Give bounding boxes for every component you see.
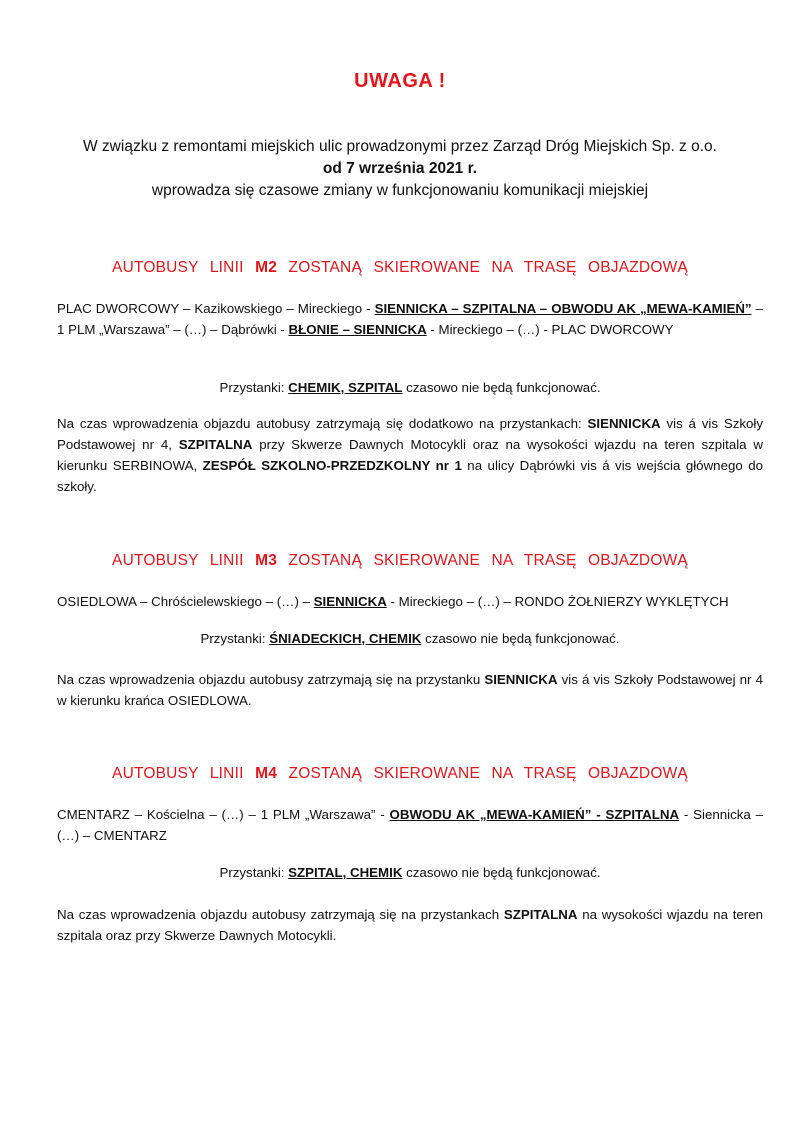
m3-stops-label: Przystanki: — [200, 631, 270, 646]
intro-line-1: W związku z remontami miejskich ulic prowadzonymi przez Zarząd Dróg Miejskich Sp. z o.o. — [83, 138, 717, 155]
m4-detour-text: na wysokości wjazdu na teren szpitala oraz przy Skwerze Dawnych Motocykli. — [57, 907, 763, 943]
m3-heading-post: ZOSTANĄ SKIEROWANE NA TRASĘ OBJAZDOWĄ — [277, 552, 688, 569]
m3-route — [57, 591, 763, 612]
intro-block — [40, 136, 760, 202]
m2-detour-text: vis á vis Szkoły Podstawowej nr 4, — [57, 416, 763, 452]
m4-route-part: - Siennicka – (…) – CMENTARZ — [57, 807, 764, 843]
m2-line-number: M2 — [255, 259, 278, 276]
m2-detour-text: Na czas wprowadzenia objazdu autobusy zatrzymają się dodatkowo na przystankach: — [57, 416, 588, 431]
m4-route-detour: OBWODU AK „MEWA-KAMIEŃ” - SZPITALNA — [389, 807, 680, 822]
m2-route-part: – 1 PLM „Warszawa” – (…) – Dąbrówki - — [57, 301, 763, 337]
m2-stops-label: Przystanki: — [219, 380, 289, 395]
m2-detour-stop: ZESPÓŁ SZKOLNO-PRZEDZKOLNY nr 1 — [202, 458, 462, 473]
notice-title: UWAGA ! — [354, 70, 446, 92]
m2-heading-post: ZOSTANĄ SKIEROWANE NA TRASĘ OBJAZDOWĄ — [277, 259, 688, 276]
m4-stops-names: SZPITAL, CHEMIK — [288, 865, 403, 880]
m3-stops-names: ŚNIADECKICH, CHEMIK — [269, 631, 422, 646]
m3-route-part: - Mireckiego – (…) – RONDO ŻOŁNIERZY WYKLĘTYCH — [386, 594, 729, 609]
m2-stops-names: CHEMIK, SZPITAL — [288, 380, 403, 395]
m2-route-detour: SIENNICKA – SZPITALNA – OBWODU AK „MEWA-KAMIEŃ” — [374, 301, 752, 316]
m4-line-number: M4 — [255, 765, 278, 782]
m2-route-part: - Mireckiego – (…) - PLAC DWORCOWY — [426, 322, 674, 337]
m2-detour-info — [57, 413, 763, 497]
m2-stops-note: czasowo nie będą funkcjonować. — [402, 380, 601, 395]
m2-route-part: PLAC DWORCOWY – Kazikowskiego – Mireckiego - — [57, 301, 375, 316]
m2-detour-stop: SIENNICKA — [587, 416, 661, 431]
m4-stops-label: Przystanki: — [219, 865, 289, 880]
m4-stops — [57, 862, 763, 883]
m3-detour-text: Na czas wprowadzenia objazdu autobusy zatrzymają się na przystanku — [57, 672, 485, 687]
m3-stops — [57, 628, 763, 649]
m4-route-part: CMENTARZ – Kościelna – (…) – 1 PLM „Warszawa” - — [57, 807, 390, 822]
m4-heading — [40, 765, 760, 783]
m2-detour-text: na ulicy Dąbrówki vis á vis wejścia głównego do szkoły. — [57, 458, 763, 494]
intro-line-3: wprowadza się czasowe zmiany w funkcjonowaniu komunikacji miejskiej — [151, 182, 649, 199]
m3-detour-text: vis á vis Szkoły Podstawowej nr 4 w kierunku krańca OSIEDLOWA. — [57, 672, 763, 708]
m3-line-number: M3 — [255, 552, 278, 569]
m4-heading-post: ZOSTANĄ SKIEROWANE NA TRASĘ OBJAZDOWĄ — [277, 765, 688, 782]
m3-detour-info — [57, 669, 763, 711]
m2-stops — [57, 377, 763, 398]
m2-heading-pre: AUTOBUSY LINII — [112, 259, 256, 276]
m4-heading-pre: AUTOBUSY LINII — [112, 765, 256, 782]
m3-stops-note: czasowo nie będą funkcjonować. — [421, 631, 620, 646]
m2-heading — [40, 259, 760, 277]
m3-route-detour: SIENNICKA — [313, 594, 387, 609]
m2-detour-text: przy Skwerze Dawnych Motocykli oraz na wysokości wjazdu na teren szpitala w kierunku SERBINOWA, — [57, 437, 764, 473]
m3-heading-pre: AUTOBUSY LINII — [112, 552, 256, 569]
m4-detour-stop: SZPITALNA — [503, 907, 578, 922]
m3-route-part: OSIEDLOWA – Chróścielewskiego – (…) – — [57, 594, 314, 609]
m4-detour-text: Na czas wprowadzenia objazdu autobusy zatrzymają się na przystankach — [57, 907, 504, 922]
m2-route — [57, 298, 763, 340]
m4-route — [57, 804, 763, 846]
intro-date: od 7 września 2021 r. — [322, 160, 478, 177]
m2-detour-stop: SZPITALNA — [178, 437, 253, 452]
m3-heading — [40, 552, 760, 570]
m4-detour-info — [57, 904, 763, 946]
m3-detour-stop: SIENNICKA — [484, 672, 558, 687]
m4-stops-note: czasowo nie będą funkcjonować. — [402, 865, 601, 880]
m2-route-detour: BŁONIE – SIENNICKA — [288, 322, 427, 337]
